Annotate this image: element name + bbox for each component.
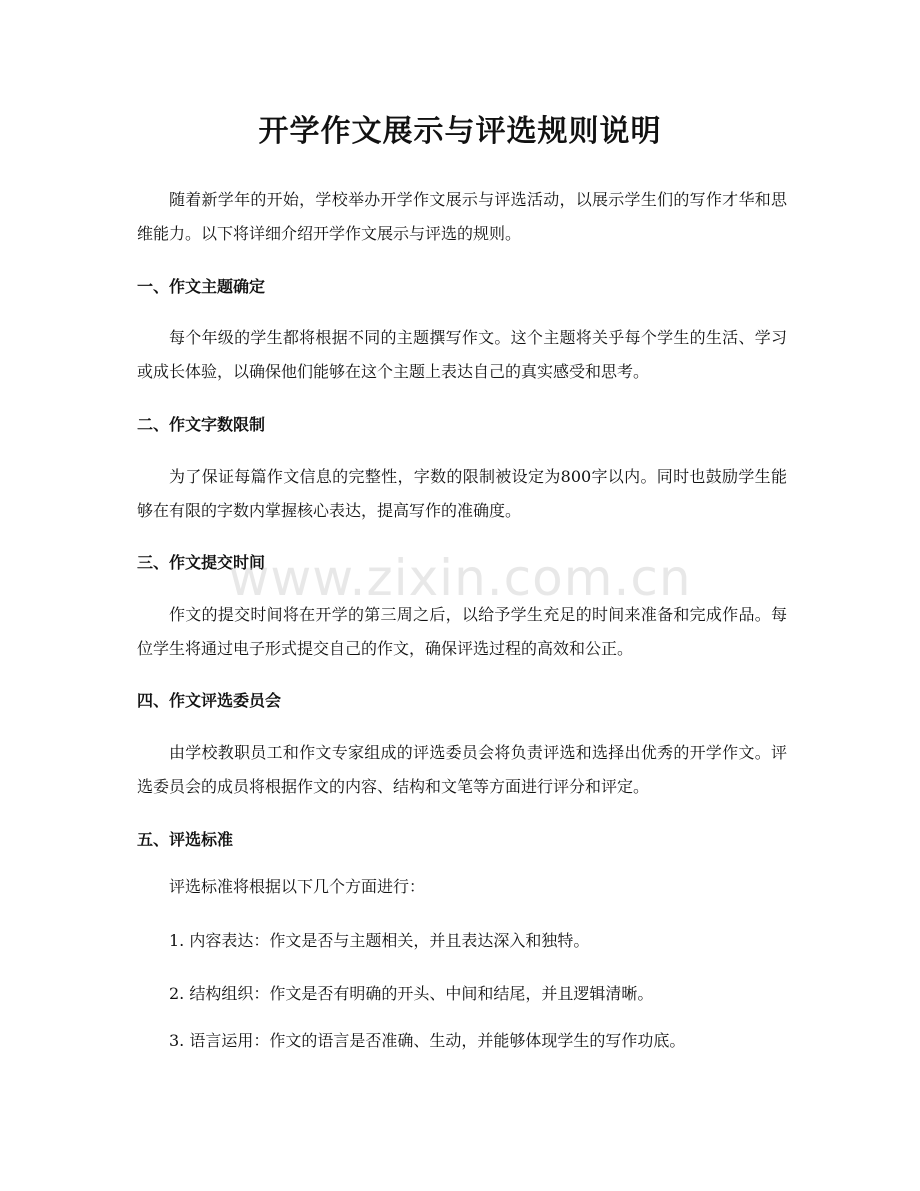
document-title: 开学作文展示与评选规则说明: [258, 114, 662, 149]
section-heading-committee: 四、作文评选委员会: [137, 691, 282, 710]
criteria-item-structure: 2. 结构组织：作文是否有明确的开头、中间和结尾，并且逻辑清晰。: [169, 984, 654, 1003]
criteria-intro: 评选标准将根据以下几个方面进行：: [169, 877, 426, 896]
section-heading-criteria: 五、评选标准: [137, 830, 234, 849]
criteria-item-content: 1. 内容表达：作文是否与主题相关，并且表达深入和独特。: [169, 931, 590, 950]
watermark: www.zixin.com.cn: [228, 549, 692, 607]
section-body-topic: 每个年级的学生都将根据不同的主题撰写作文。这个主题将关乎每个学生的生活、学习或成长体验，以确保他们能够在这个主题上表达自己的真实感受和思考。: [137, 328, 787, 381]
criteria-item-language: 3. 语言运用：作文的语言是否准确、生动，并能够体现学生的写作功底。: [169, 1031, 686, 1050]
section-heading-word-limit: 二、作文字数限制: [137, 415, 266, 434]
section-body-committee: 由学校教职员工和作文专家组成的评选委员会将负责评选和选择出优秀的开学作文。评选委员会的成员将根据作文的内容、结构和文笔等方面进行评分和评定。: [137, 743, 787, 796]
section-body-submission-time: 作文的提交时间将在开学的第三周之后，以给予学生充足的时间来准备和完成作品。每位学生将通过电子形式提交自己的作文，确保评选过程的高效和公正。: [137, 605, 787, 658]
section-heading-topic: 一、作文主题确定: [137, 277, 266, 296]
section-heading-submission-time: 三、作文提交时间: [137, 553, 266, 572]
intro-paragraph: 随着新学年的开始，学校举办开学作文展示与评选活动，以展示学生们的写作才华和思维能力。以下将详细介绍开学作文展示与评选的规则。: [137, 190, 787, 243]
section-body-word-limit: 为了保证每篇作文信息的完整性，字数的限制被设定为800字以内。同时也鼓励学生能够在有限的字数内掌握核心表达，提高写作的准确度。: [137, 467, 787, 520]
